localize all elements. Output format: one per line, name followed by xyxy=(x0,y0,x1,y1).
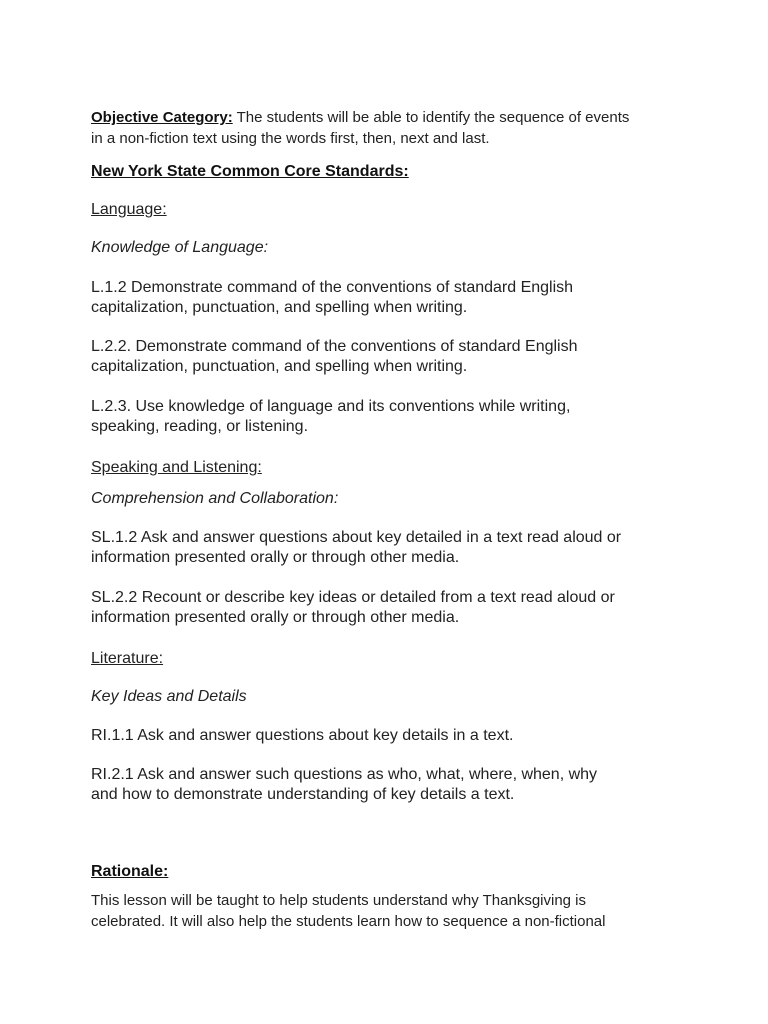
standard-line: capitalization, punctuation, and spelling when writing. xyxy=(91,358,468,375)
rationale-line-2: celebrated. It will also help the students learn how to sequence a non-fictional xyxy=(91,913,606,930)
standard-line: L.2.2. Demonstrate command of the conventions of standard English xyxy=(91,338,578,355)
standard-line: information presented orally or through other media. xyxy=(91,549,460,566)
standard-line: SL.2.2 Recount or describe key ideas or detailed from a text read aloud or xyxy=(91,589,615,606)
objective-line-1: The students will be able to identify the sequence of events xyxy=(232,109,630,126)
standard-line: capitalization, punctuation, and spelling when writing. xyxy=(91,299,468,316)
key-ideas-subheading: Key Ideas and Details xyxy=(91,688,247,705)
standard-sl-2-2 xyxy=(91,588,691,628)
rationale-heading: Rationale: xyxy=(91,863,169,880)
nys-standards-heading: New York State Common Core Standards: xyxy=(91,163,409,180)
standard-line: speaking, reading, or listening. xyxy=(91,418,309,435)
literature-heading: Literature: xyxy=(91,650,164,667)
standard-sl-1-2 xyxy=(91,528,691,568)
rationale-paragraph xyxy=(91,890,691,932)
standard-line: L.1.2 Demonstrate command of the conventions of standard English xyxy=(91,279,574,296)
standard-ri-2-1 xyxy=(91,765,691,805)
objective-label: Objective Category: xyxy=(91,109,233,126)
objective-line-2: in a non-fiction text using the words first, then, next and last. xyxy=(91,130,490,147)
standard-l-2-2 xyxy=(91,337,691,377)
standard-line: SL.1.2 Ask and answer questions about key detailed in a text read aloud or xyxy=(91,529,622,546)
language-heading: Language: xyxy=(91,201,167,218)
standard-line: RI.2.1 Ask and answer such questions as who, what, where, when, why xyxy=(91,766,598,783)
rationale-line-1: This lesson will be taught to help students understand why Thanksgiving is xyxy=(91,892,587,909)
standard-line: RI.1.1 Ask and answer questions about key details in a text. xyxy=(91,727,514,744)
standard-line: and how to demonstrate understanding of key details a text. xyxy=(91,786,515,803)
comprehension-collaboration-subheading: Comprehension and Collaboration: xyxy=(91,490,339,507)
standard-l-2-3 xyxy=(91,397,691,437)
standard-line: information presented orally or through other media. xyxy=(91,609,460,626)
objective-paragraph xyxy=(91,107,691,149)
speaking-listening-heading: Speaking and Listening: xyxy=(91,459,262,476)
standard-l-1-2 xyxy=(91,278,691,318)
standard-ri-1-1 xyxy=(91,726,691,746)
standard-line: L.2.3. Use knowledge of language and its conventions while writing, xyxy=(91,398,571,415)
knowledge-of-language-subheading: Knowledge of Language: xyxy=(91,239,269,256)
